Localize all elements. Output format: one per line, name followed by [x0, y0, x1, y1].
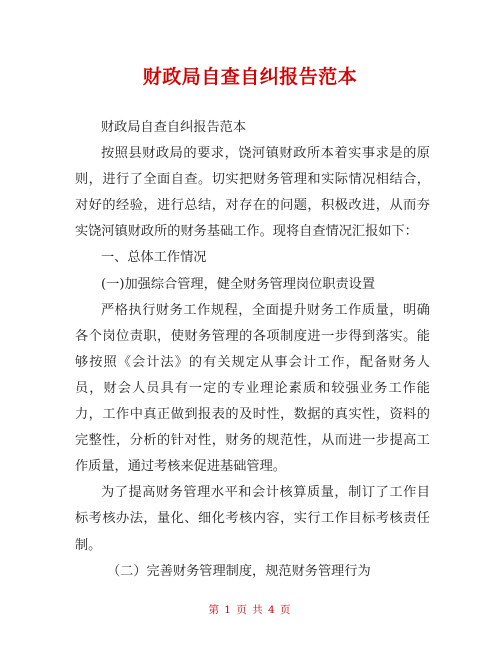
- document-title: 财政局自查自纠报告范本: [142, 66, 358, 88]
- subsection-heading: （二）完善财务管理制度，规范财务管理行为: [107, 563, 371, 579]
- body-paragraph: 严格执行财务工作规程，全面提升财务工作质量，明确各个岗位责职，使财务管理的各项制度进一步得到落实。能够按照《会计法》的有关规定从事会计工作，配备财务人员，财会人员具有一定的专业理论素质和较强业务工作能力，工作中真正做到报表的及时性，数据的真实性，资料的完整性，分析的针对性，财务的规范性，从而进一步提高工作质量，通过考核来促进基础管理。: [75, 302, 430, 475]
- page-indicator: 第 1 页 共 4 页: [208, 604, 292, 616]
- body-paragraph: 为了提高财务管理水平和会计核算质量，制订了工作目标考核办法，量化、细化考核内容，实行工作目标考核责任制。: [75, 485, 430, 553]
- subsection-heading: (一)加强综合管理，健全财务管理岗位职责设置: [101, 276, 376, 292]
- intro-paragraph: 按照县财政局的要求，饶河镇财政所本着实事求是的原则，进行了全面自查。切实把财务管理和实际情况相结合，对好的经验，进行总结，对存在的问题，积极改进，从而夯实饶河镇财政所的财务基础工作。现将自查情况汇报如下：: [75, 146, 430, 240]
- subtitle-paragraph: 财政局自查自纠报告范本: [101, 120, 247, 135]
- document-body: [75, 115, 430, 585]
- section-heading: 一、总体工作情况: [101, 250, 207, 266]
